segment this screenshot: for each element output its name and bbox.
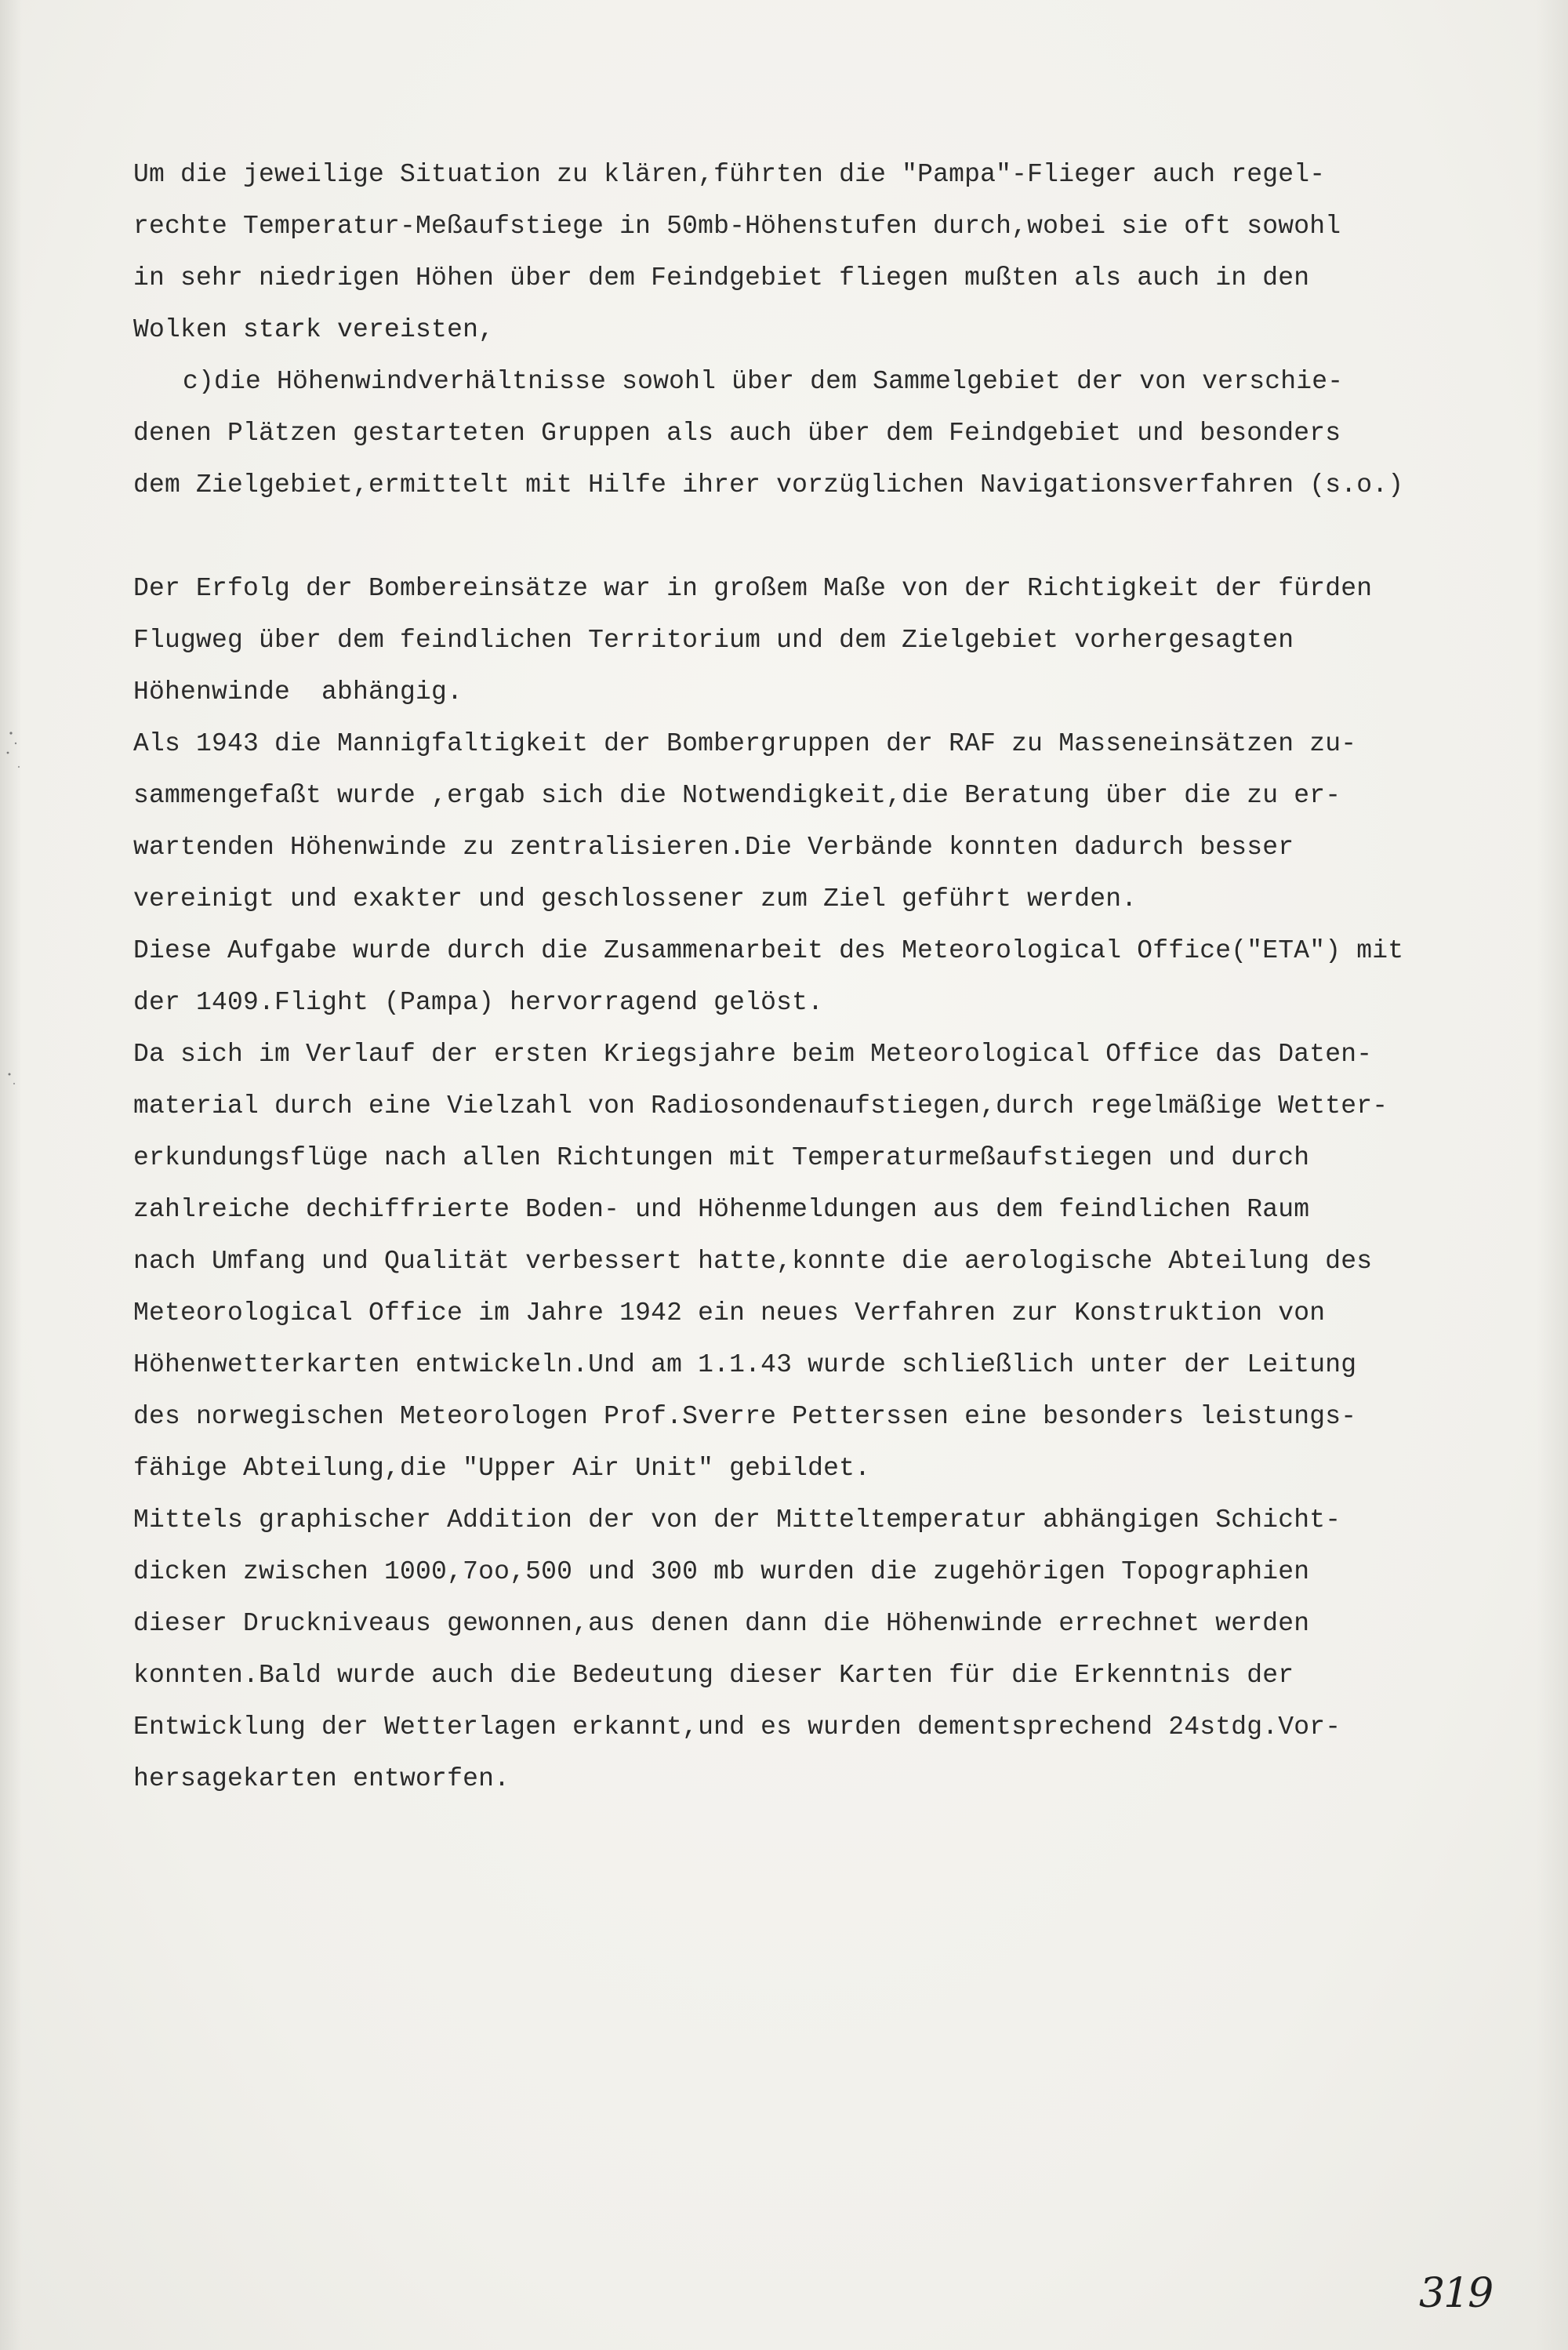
paragraph-erfolg	[133, 563, 1513, 718]
text-line: c)die Höhenwindverhältnisse sowohl über dem Sammelgebiet der von verschie-	[183, 367, 1344, 396]
paragraph-aufgabe	[133, 925, 1513, 1029]
text-line: Der Erfolg der Bombereinsätze war in großem Maße von der Richtigkeit der fürden	[133, 574, 1373, 603]
paragraph-1943	[133, 718, 1513, 925]
text-line: dem Zielgebiet,ermittelt mit Hilfe ihrer vorzüglichen Navigationsverfahren (s.o.)	[133, 470, 1404, 499]
text-line: Entwicklung der Wetterlagen erkannt,und es wurden dementsprechend 24stdg.Vor-	[133, 1713, 1341, 1742]
text-line: Höhenwetterkarten entwickeln.Und am 1.1.43 wurde schließlich unter der Leitung	[133, 1350, 1357, 1379]
text-line: dicken zwischen 1000,7oo,500 und 300 mb wurden die zugehörigen Topographien	[133, 1557, 1310, 1586]
text-line: Höhenwinde abhängig.	[133, 677, 463, 706]
typewritten-text	[133, 149, 1513, 1805]
text-line: Wolken stark vereisten,	[133, 315, 495, 344]
text-line: vereinigt und exakter und geschlossener zum Ziel geführt werden.	[133, 884, 1138, 913]
text-line: sammengefaßt wurde ,ergab sich die Notwendigkeit,die Beratung über die zu er-	[133, 781, 1341, 810]
text-line: rechte Temperatur-Meßaufstiege in 50mb-Höhenstufen durch,wobei sie oft sowohl	[133, 212, 1341, 241]
text-line: denen Plätzen gestarteten Gruppen als auch über dem Feindgebiet und besonders	[133, 419, 1341, 448]
text-line: konnten.Bald wurde auch die Bedeutung dieser Karten für die Erkenntnis der	[133, 1661, 1294, 1690]
paragraph-datenmaterial	[133, 1029, 1513, 1495]
text-line: material durch eine Vielzahl von Radiosondenaufstiegen,durch regelmäßige Wetter-	[133, 1091, 1388, 1121]
page-number: 319	[1419, 2270, 1493, 2317]
text-line: des norwegischen Meteorologen Prof.Sverre Petterssen eine besonders leistungs-	[133, 1402, 1357, 1431]
text-line: fähige Abteilung,die "Upper Air Unit" gebildet.	[133, 1454, 871, 1483]
scan-specks	[0, 0, 31, 1176]
text-line: dieser Druckniveaus gewonnen,aus denen dann die Höhenwinde errechnet werden	[133, 1609, 1310, 1638]
text-line: Um die jeweilige Situation zu klären,führten die "Pampa"-Flieger auch regel-	[133, 160, 1326, 189]
text-line: in sehr niedrigen Höhen über dem Feindgebiet fliegen mußten als auch in den	[133, 263, 1310, 292]
text-line: Diese Aufgabe wurde durch die Zusammenarbeit des Meteorological Office("ETA") mit	[133, 936, 1404, 965]
text-line: Als 1943 die Mannigfaltigkeit der Bombergruppen der RAF zu Masseneinsätzen zu-	[133, 729, 1357, 758]
paragraph-gap	[133, 511, 1513, 563]
text-line: erkundungsflüge nach allen Richtungen mit Temperaturmeßaufstiegen und durch	[133, 1143, 1310, 1172]
paragraph-addition	[133, 1495, 1513, 1805]
paragraph-situation	[133, 149, 1513, 356]
text-line: zahlreiche dechiffrierte Boden- und Höhenmeldungen aus dem feindlichen Raum	[133, 1195, 1310, 1224]
text-line: Flugweg über dem feindlichen Territorium und dem Zielgebiet vorhergesagten	[133, 626, 1294, 655]
text-line: Mittels graphischer Addition der von der Mitteltemperatur abhängigen Schicht-	[133, 1506, 1341, 1535]
text-line: Da sich im Verlauf der ersten Kriegsjahre beim Meteorological Office das Daten-	[133, 1040, 1373, 1069]
page-edge-shadow	[1537, 0, 1568, 2350]
paragraph-hoehenwind	[133, 356, 1513, 511]
text-line: Meteorological Office im Jahre 1942 ein neues Verfahren zur Konstruktion von	[133, 1298, 1326, 1328]
text-line: wartenden Höhenwinde zu zentralisieren.Die Verbände konnten dadurch besser	[133, 833, 1294, 862]
text-line: hersagekarten entworfen.	[133, 1764, 510, 1793]
text-line: der 1409.Flight (Pampa) hervorragend gelöst.	[133, 988, 824, 1017]
text-line: nach Umfang und Qualität verbessert hatte,konnte die aerologische Abteilung des	[133, 1247, 1373, 1276]
